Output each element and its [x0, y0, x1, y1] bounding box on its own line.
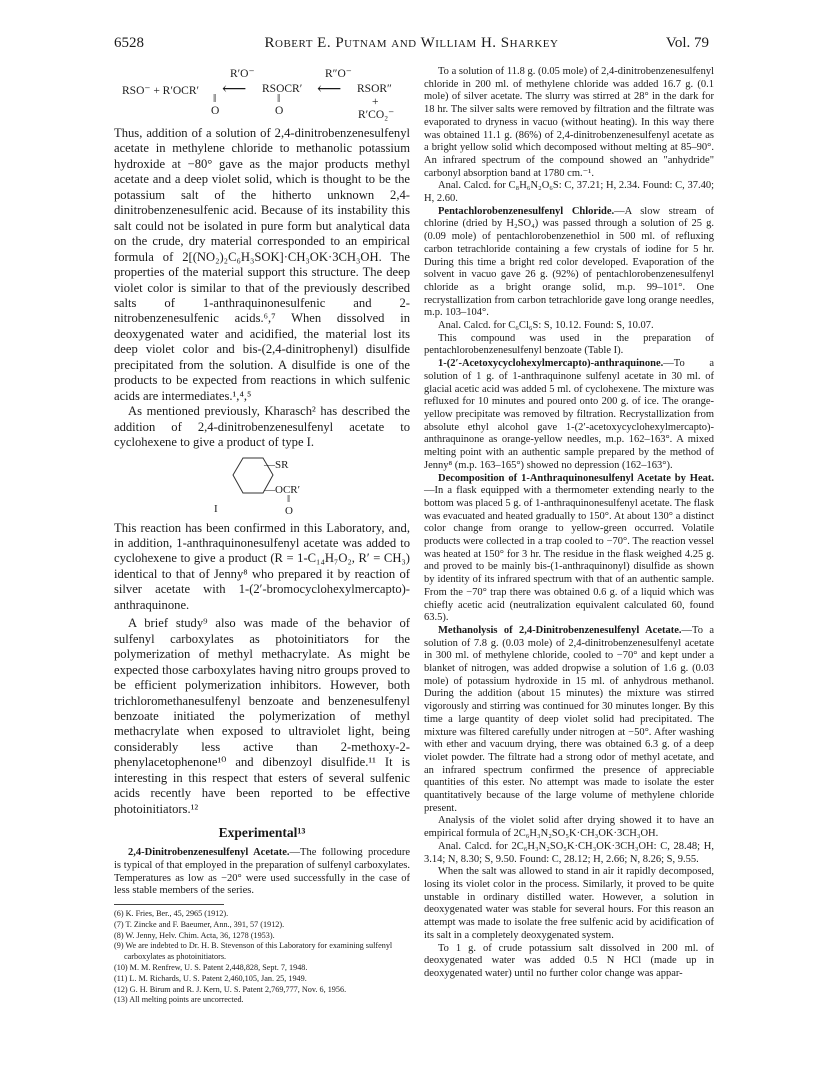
equation-plus: +: [372, 96, 379, 108]
analysis-line: Anal. Calcd. for C₆Cl₆S: S, 10.12. Found: S, 10.07.: [438, 320, 654, 332]
volume-label: Vol. 79: [665, 35, 709, 51]
footnotes: [114, 909, 410, 1006]
paragraph-heading: Pentachlorobenzenesulfenyl Chloride.: [438, 205, 615, 217]
running-header: [114, 35, 709, 55]
footnote: (13) All melting points are uncorrected.: [114, 995, 244, 1005]
experimental-paragraph: 2,4-Dinitrobenzenesulfenyl Acetate.—The following procedure is typical of that employed in the preparation of sulfenyl carboxylates. Temperatures as low as −20° were used successfully in the case of less stable members of the series.: [114, 847, 410, 897]
analysis-line: Anal. Calcd. for C₈H₆N₂O₆S: C, 37.21; H, 2.34. Found: C, 37.40; H, 2.60.: [424, 180, 714, 205]
body-paragraph: 1-(2′-Acetoxycyclohexylmercapto)-anthraquinone.—To a solution of 1 g. of 1-anthraquinone sulfenyl acetate in 30 ml. of glacial acetic acid was added 5 ml. of cyclohexene. The mixture was refluxed for 10 minutes and poured onto 200 g. of ice. The orange-yellow precipitate was removed by filtration. Recrystallization from absolute ethyl alcohol gave 1-(2′-acetoxycyclohexylmercapto)-anthraquinone as orange-yellow needles, m.p. 162–163°. A mixed melting point with an authentic sample prepared by the method of Jenny⁸ (m.p. 163–165°) showed no depression (162–163°).: [424, 358, 714, 471]
equation-left-species: RSO⁻ + R′OCR′: [122, 85, 200, 97]
body-paragraph: Thus, addition of a solution of 2,4-dinitrobenzenesulfenyl acetate in methylene chloride to methanolic potassium hydroxide at −80° gave as the major products methyl acetate and a deep violet solid, which is thought to be the potassium salt of the hitherto unknown 2,4-dinitrobenzenesulfenic acid. Because of its instability this salt could not be isolated in pure form but analytical data on the crude, dry material corresponded to an empirical formula of 2[(NO₂)₂C₆H₃SOK]·CH₃OK·3CH₃OH. The properties of the material support this structure. The deep violet color is similar to that of the previously described salts of 1-anthraquinonesulfenic and 2-nitrobenzenesulfenic acids.⁶,⁷ When dissolved in deoxygenated water and acidified, the material lost its deep violet color and bis-(2,4-dinitrophenyl) disulfide precipitated from the solution. A disulfide is one of the products to be expected from reactions in which sulfenic acids are intermediates.¹,⁴,⁵: [114, 126, 410, 403]
structure-label: I: [214, 502, 218, 515]
running-title: Robert E. Putnam and William H. Sharkey: [264, 35, 559, 51]
structure-I: —SR —OCR′ ‖ O I: [114, 451, 410, 521]
paragraph-heading: Methanolysis of 2,4-Dinitrobenzenesulfenyl Acetate.: [438, 624, 682, 636]
equation-reagent-1: R′O⁻: [230, 68, 255, 80]
structure-carbonyl-o: O: [285, 504, 293, 517]
equation-carbonyl-o-2: O: [275, 105, 284, 117]
body-paragraph: Pentachlorobenzenesulfenyl Chloride.—A slow stream of chlorine (dried by H₂SO₄) was passed through a solution of 25 g. (0.09 mole) of pentachlorobenzenethiol in 500 ml. of refluxing carbon tetrachloride containing a few crystals of iodine for 5 hr. During this time a bright red color developed. Evaporation of the solvent in vacuo gave 26 g. (92%) of pentachlorobenzenesulfenyl chloride as a bright orange solid, m.p. 99–101°. One recrystallization from carbon tetrachloride gave long orange needles, m.p. 103–104°.: [424, 205, 714, 319]
footnote: (9) We are indebted to Dr. H. B. Stevenson of this Laboratory for examining sulfenyl carboxylates as photoinitiators.: [114, 941, 393, 962]
footnote: (8) W. Jenny, Helv. Chim. Acta, 36, 1278 (1953).: [114, 930, 275, 940]
body-paragraph: This reaction has been confirmed in this Laboratory, and, in addition, 1-anthraquinonesulfenyl acetate was added to cyclohexene to give a product (R = 1-C₁₄H₇O₂, R′ = CH₃) identical to that of Jenny⁸ who prepared it by reaction of silver acetate with 1-(2′-bromocyclohexylmercapto)-anthraquinone.: [114, 520, 410, 612]
body-paragraph: Decomposition of 1-Anthraquinonesulfenyl Acetate by Heat.—In a flask equipped with a thermometer extending nearly to the bottom was placed 5 g. of 1-anthraquinonesulfenyl acetate. The flask was evacuated and heated gradually to 150°. At about 130° a distinct color change from orange to yellow-green occurred. Volatile products were collected in a trap cooled to −70°. The reaction vessel was heated at 150° for 3 hr. The residue in the flask weighed 4.25 g. and proved to be mainly bis-(1-anthraquinonyl) disulfide as shown by identity of its infrared spectrum with that of an authentic sample. From the −70° trap there was obtained 0.6 g. of a liquid which was chiefly acetic acid (neutralization equivalent calculated 60, found 63.5).: [424, 472, 714, 624]
footnote: (12) G. H. Birum and R. J. Kern, U. S. Patent 2,769,777, Nov. 6, 1956.: [114, 984, 347, 994]
right-column: [424, 66, 714, 981]
footnote-divider: [114, 904, 224, 905]
equation-arrow-2: ⟵: [317, 79, 342, 98]
body-paragraph: When the salt was allowed to stand in air it rapidly decomposed, losing its violet color in the process. Similarly, it proved to be quite unstable in ordinary distilled water. However, a solution in deoxygenated water was stable for several hours. For this reason an attempt was made to isolate the free sulfenic acid by acidification of its salt in a completely deoxygenated system.: [424, 866, 714, 941]
equation-right-species: RSOR″: [357, 83, 392, 95]
equation-byproduct: R′CO₂⁻: [358, 109, 395, 121]
reaction-equation: R′O⁻ R″O⁻ RSO⁻ + R′OCR′ ⟵ RSOCR′ ⟵ RSOR″ ‖ ‖ O O + R′CO₂⁻: [122, 68, 395, 121]
paragraph-heading: 2,4-Dinitrobenzenesulfenyl Acetate.: [128, 847, 290, 859]
body-paragraph: Analysis of the violet solid after drying showed it to have an empirical formula of 2C₆H₃N₂SO₅K·CH₃OK·3CH₃OH.: [424, 815, 714, 840]
body-paragraph: As mentioned previously, Kharasch² has described the addition of 2,4-dinitrobenzenesulfenyl acetate to cyclohexene to give a product of type I.: [114, 404, 410, 450]
equation-middle-species: RSOCR′: [262, 83, 303, 95]
left-column: [114, 66, 410, 1006]
footnote: (7) T. Zincke and F. Baeumer, Ann., 391, 57 (1912).: [114, 919, 285, 929]
equation-reagent-2: R″O⁻: [325, 68, 352, 80]
body-paragraph: This compound was used in the preparation of pentachlorobenzenesulfenyl benzoate (Table I).: [424, 332, 714, 357]
structure-ocr: —OCR′: [264, 483, 301, 496]
footnote: (10) M. M. Renfrew, U. S. Patent 2,448,828, Sept. 7, 1948.: [114, 962, 308, 972]
section-title: Experimental¹³: [218, 825, 306, 841]
equation-carbonyl-o-1: O: [211, 105, 220, 117]
page-number: 6528: [114, 35, 144, 51]
equation-arrow-1: ⟵: [222, 79, 247, 98]
paragraph-heading: Decomposition of 1-Anthraquinonesulfenyl Acetate by Heat.: [438, 472, 714, 484]
structure-sr: —SR: [264, 458, 289, 471]
paragraph-heading: 1-(2′-Acetoxycyclohexylmercapto)-anthraquinone.: [438, 358, 664, 370]
body-paragraph: Methanolysis of 2,4-Dinitrobenzenesulfenyl Acetate.—To a solution of 7.8 g. (0.03 mole) of 2,4-dinitrobenzenesulfenyl acetate in 300 ml. of methylene chloride, cooled to −70° and kept under a blanket of nitrogen, was added dropwise a solution of 1.6 g. (0.03 mole) of potassium hydroxide in 15 ml. of anhydrous methanol. During the addition (about 15 minutes) the mixture was stirred vigorously and stirring was continued for 30 minutes longer. By this time a large quantity of deep violet solid had precipitated. The mixture was filtered carefully under nitrogen at −50°. After washing with ether and vacuum drying, there was obtained 6.3 g. of a deep violet powder. The filtrate had a strong odor of methyl acetate, and an infrared spectrum confirmed the presence of appreciable quantities of this ester. No attempt was made to isolate the ester quantitatively because of the large volume of methylene chloride present.: [424, 624, 714, 814]
analysis-line: Anal. Calcd. for 2C₆H₃N₂SO₅K·CH₃OK·3CH₃OH: C, 28.48; H, 3.14; N, 8.30; S, 9.50. Found: C, 28.12; H, 2.66; N, 8.26; S, 9.55.: [424, 840, 714, 865]
footnote: (6) K. Fries, Ber., 45, 2965 (1912).: [114, 908, 229, 918]
body-paragraph: A brief study⁹ also was made of the behavior of sulfenyl carboxylates as photoinitiators for the polymerization of methyl methacrylate. As might be expected those carboxylates having nitro groups proved to be efficient polymerization inhibitors. However, both trichloromethanesulfenyl benzoate and benzenesulfenyl benzoate initiated the polymerization of methyl methacrylate when exposed to ultraviolet light, being considerably less active than 2-methoxy-2-phenylacetophenone¹⁰ and dibenzoyl disulfide.¹¹ It is interesting in this respect that esters of several sulfenic acids recently have been reported to be effective photoinitiators.¹²: [114, 616, 410, 816]
body-paragraph: To a solution of 11.8 g. (0.05 mole) of 2,4-dinitrobenzenesulfenyl chloride in 200 ml. of methylene chloride was added 16.7 g. (0.1 mole) of silver acetate. The slurry was stirred at 28° in the dark for 18 hr. The silver salts were removed by filtration and the filtrate was evaporated to dryness in vacuo (without heating). In this way there was obtained 11.1 g. (86%) of 2,4-dinitrobenzenesulfenyl acetate as a bright yellow solid which decomposed without melting at 85–90°. An infrared spectrum of the compound showed an "anhydride" carbonyl absorption band at 1780 cm.⁻¹.: [424, 66, 714, 179]
footnote: (11) L. M. Richards, U. S. Patent 2,460,105, Jan. 25, 1949.: [114, 973, 307, 983]
body-paragraph: To 1 g. of crude potassium salt dissolved in 200 ml. of deoxygenated water was added 0.5 N HCl (made up in deoxygenated water) until no further color change was appar-: [424, 942, 714, 979]
